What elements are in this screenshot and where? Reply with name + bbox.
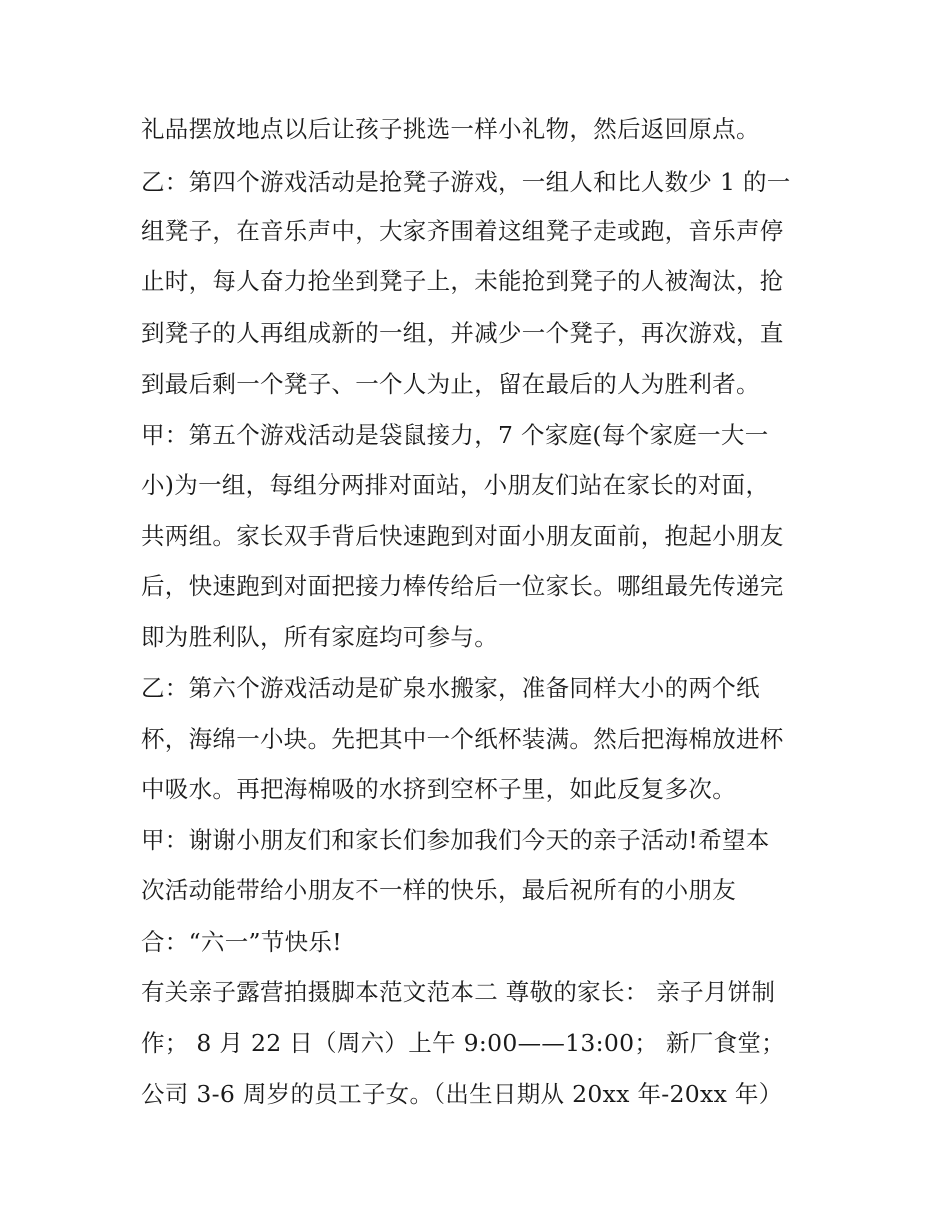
text-line: 有关亲子露营拍摄脚本范文范本二 尊敬的家长： 亲子月饼制 bbox=[141, 978, 776, 1006]
text-line: 作； 8 月 22 日（周六）上午 9:00——13:00； 新厂食堂； bbox=[141, 1029, 785, 1057]
text-line: 即为胜利队，所有家庭均可参与。 bbox=[141, 623, 498, 651]
text-line: 中吸水。再把海棉吸的水挤到空杯子里，如此反复多次。 bbox=[141, 775, 736, 803]
text-line: 甲：第五个游戏活动是袋鼠接力，7 个家庭(每个家庭一大一 bbox=[141, 421, 769, 449]
text-line: 乙：第四个游戏活动是抢凳子游戏，一组人和比人数少 1 的一 bbox=[141, 168, 791, 196]
text-line: 止时，每人奋力抢坐到凳子上，未能抢到凳子的人被淘汰，抢 bbox=[141, 267, 784, 295]
text-line: 小)为一组，每组分两排对面站，小朋友们站在家长的对面， bbox=[141, 471, 770, 499]
text-line: 组凳子，在音乐声中，大家齐围着这组凳子走或跑，音乐声停 bbox=[141, 217, 784, 245]
text-line: 到凳子的人再组成新的一组，并减少一个凳子，再次游戏，直 bbox=[141, 319, 784, 347]
text-line: 公司 3-6 周岁的员工子女。（出生日期从 20xx 年-20xx 年） bbox=[141, 1080, 783, 1108]
text-line: 合：“六一”节快乐! bbox=[141, 928, 342, 956]
text-line: 后，快速跑到对面把接力棒传给后一位家长。哪组最先传递完 bbox=[141, 572, 784, 600]
text-line: 礼品摆放地点以后让孩子挑选一样小礼物，然后返回原点。 bbox=[141, 115, 760, 143]
text-line: 乙：第六个游戏活动是矿泉水搬家，准备同样大小的两个纸 bbox=[141, 674, 760, 702]
text-line: 杯，海绵一小块。先把其中一个纸杯装满。然后把海棉放进杯 bbox=[141, 725, 784, 753]
text-line: 到最后剩一个凳子、一个人为止，留在最后的人为胜利者。 bbox=[141, 370, 760, 398]
text-line: 共两组。家长双手背后快速跑到对面小朋友面前，抱起小朋友 bbox=[141, 522, 784, 550]
text-line: 次活动能带给小朋友不一样的快乐，最后祝所有的小朋友 bbox=[141, 876, 736, 904]
text-line: 甲：谢谢小朋友们和家长们参加我们今天的亲子活动!希望本 bbox=[141, 826, 770, 854]
